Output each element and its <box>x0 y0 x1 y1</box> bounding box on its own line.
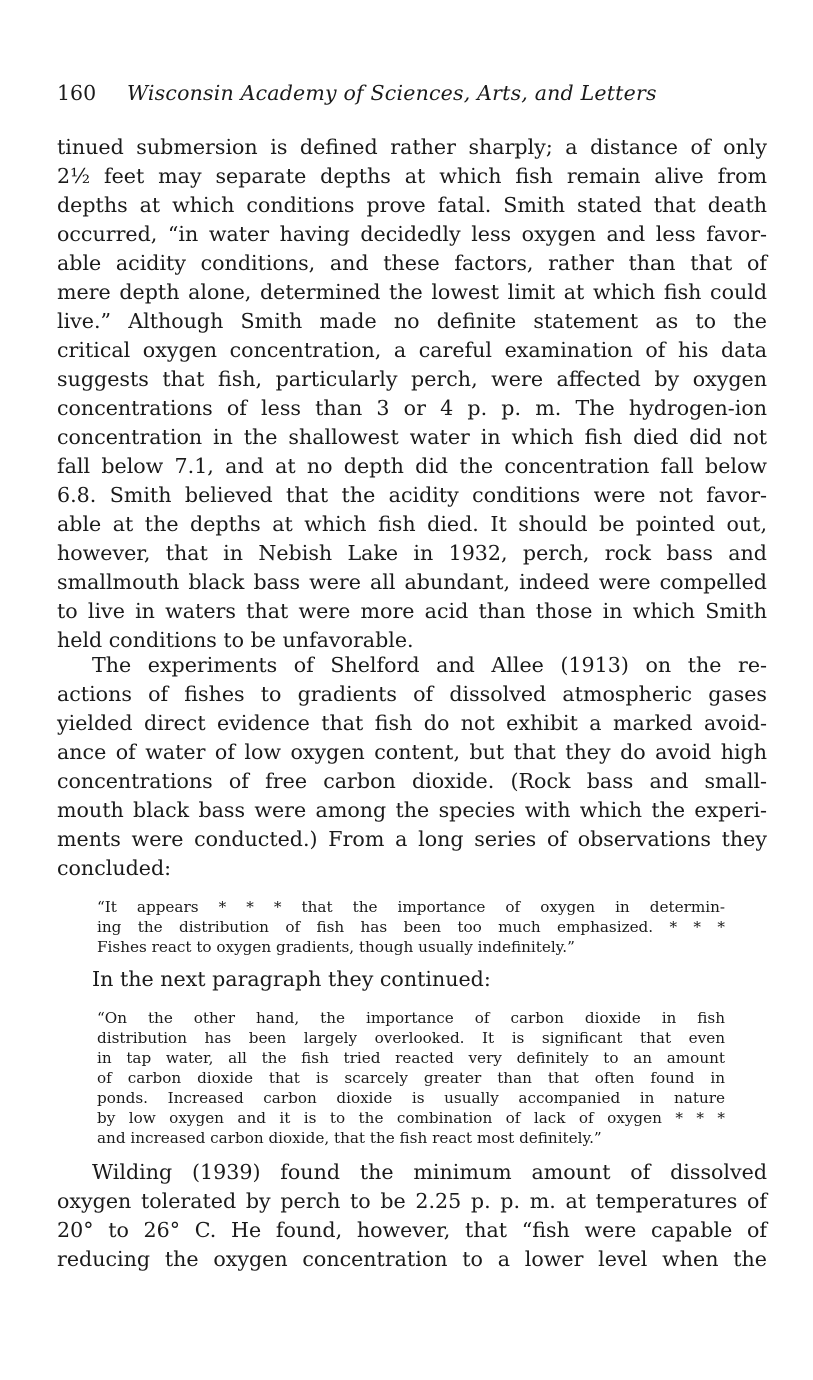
quote-line: and increased carbon dioxide, that the fish react most definitely.” <box>97 1129 602 1147</box>
quote-line: in tap water, all the fish tried reacted very definitely to an amount <box>97 1049 725 1067</box>
text-line: actions of fishes to gradients of dissolved atmospheric gases <box>57 682 767 706</box>
paragraph-wilding <box>57 1158 767 1274</box>
text-line: The experiments of Shelford and Allee (1913) on the re- <box>92 653 767 677</box>
paragraph-shelford-allee <box>57 651 767 883</box>
text-line: concentrations of less than 3 or 4 p. p. m. The hydrogen-ion <box>57 396 767 420</box>
text-line: tinued submersion is defined rather sharply; a distance of only <box>57 135 767 159</box>
text-line: yielded direct evidence that fish do not exhibit a marked avoid- <box>57 711 767 735</box>
text-line: In the next paragraph they continued: <box>92 967 491 991</box>
text-line: ance of water of low oxygen content, but that they do avoid high <box>57 740 767 764</box>
quote-line: Fishes react to oxygen gradients, though usually indefinitely.” <box>97 938 575 956</box>
text-line: concentration in the shallowest water in which fish died did not <box>57 425 767 449</box>
quote-line: “It appears * * * that the importance of oxygen in determin- <box>97 898 725 916</box>
text-line: mouth black bass were among the species with which the experi- <box>57 798 767 822</box>
text-line: able at the depths at which fish died. It should be pointed out, <box>57 512 767 536</box>
block-quote-oxygen <box>97 897 725 957</box>
text-line: to live in waters that were more acid than those in which Smith <box>57 599 767 623</box>
text-line: concluded: <box>57 856 172 880</box>
quote-line: distribution has been largely overlooked. It is significant that even <box>97 1029 725 1047</box>
running-title: Wisconsin Academy of Sciences, Arts, and Letters <box>127 81 657 105</box>
text-line: ments were conducted.) From a long series of observations they <box>57 827 767 851</box>
quote-line: ing the distribution of fish has been too much emphasized. * * * <box>97 918 725 936</box>
text-line: 6.8. Smith believed that the acidity conditions were not favor- <box>57 483 767 507</box>
text-line: however, that in Nebish Lake in 1932, perch, rock bass and <box>57 541 767 565</box>
page-number: 160 <box>57 81 97 105</box>
quote-line: “On the other hand, the importance of carbon dioxide in fish <box>97 1009 725 1027</box>
text-line: 20° to 26° C. He found, however, that “fish were capable of <box>57 1218 767 1242</box>
text-line: live.” Although Smith made no definite statement as to the <box>57 309 767 333</box>
quote-line: by low oxygen and it is to the combination of lack of oxygen * * * <box>97 1109 725 1127</box>
text-line: able acidity conditions, and these factors, rather than that of <box>57 251 767 275</box>
text-line: reducing the oxygen concentration to a lower level when the <box>57 1247 767 1271</box>
text-line: suggests that fish, particularly perch, were affected by oxygen <box>57 367 767 391</box>
paragraph-continued <box>57 133 767 655</box>
text-line: held conditions to be unfavorable. <box>57 628 414 652</box>
quote-line: ponds. Increased carbon dioxide is usually accompanied in nature <box>97 1089 725 1107</box>
quote-line: of carbon dioxide that is scarcely greater than that often found in <box>97 1069 725 1087</box>
text-line: concentrations of free carbon dioxide. (Rock bass and small- <box>57 769 767 793</box>
text-line: occurred, “in water having decidedly less oxygen and less favor- <box>57 222 767 246</box>
text-line: 2½ feet may separate depths at which fish remain alive from <box>57 164 767 188</box>
text-line: oxygen tolerated by perch to be 2.25 p. p. m. at temperatures of <box>57 1189 767 1213</box>
text-line: fall below 7.1, and at no depth did the concentration fall below <box>57 454 767 478</box>
text-line: smallmouth black bass were all abundant, indeed were compelled <box>57 570 767 594</box>
block-quote-carbon-dioxide <box>97 1008 725 1148</box>
text-line: critical oxygen concentration, a careful examination of his data <box>57 338 767 362</box>
transition-sentence <box>57 965 767 994</box>
text-line: Wilding (1939) found the minimum amount of dissolved <box>92 1160 767 1184</box>
text-line: mere depth alone, determined the lowest limit at which fish could <box>57 280 767 304</box>
text-line: depths at which conditions prove fatal. Smith stated that death <box>57 193 767 217</box>
page-header <box>57 76 767 110</box>
